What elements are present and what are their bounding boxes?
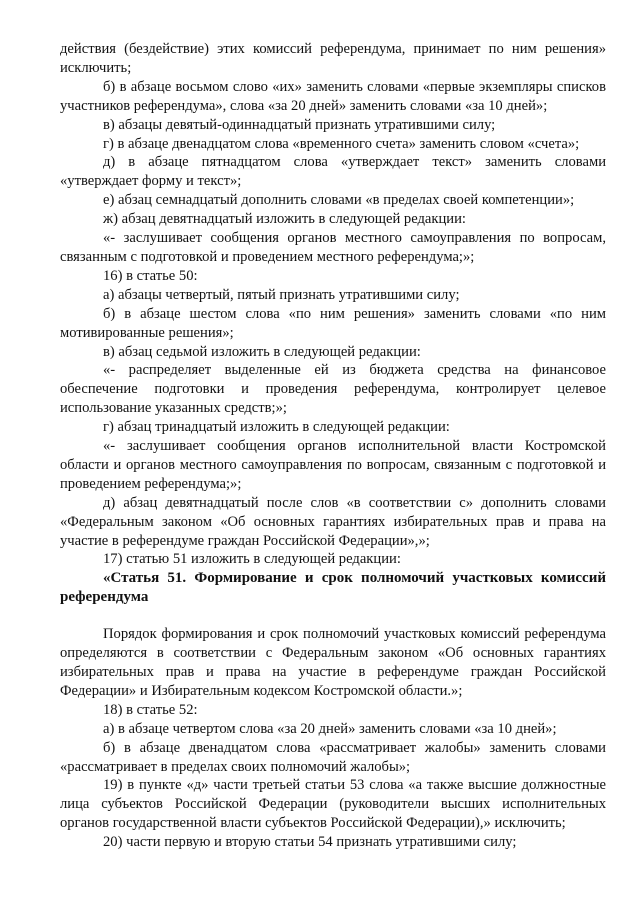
- document-page: [60, 40, 606, 880]
- paragraph: б) в абзаце двенадцатом слова «рассматривает жалобы» заменить словами «рассматривает в пределах своих полномочий жалобы»;: [60, 739, 606, 775]
- paragraph: а) абзацы четвертый, пятый признать утратившими силу;: [103, 286, 460, 303]
- paragraph: е) абзац семнадцатый дополнить словами «в пределах своей компетенции»;: [103, 192, 575, 209]
- spacer: [60, 607, 606, 625]
- paragraph: д) в абзаце пятнадцатом слова «утверждает текст» заменить словами «утверждает форму и текст»;: [60, 154, 606, 190]
- paragraph: «- распределяет выделенные ей из бюджета средства на финансовое обеспечение подготовки и проведения референдума, контролирует целевое использование указанных средств;»;: [60, 362, 606, 417]
- paragraph: действия (бездействие) этих комиссий референдума, принимает по ним решения» исключить;: [60, 41, 606, 76]
- paragraph: б) в абзаце восьмом слово «их» заменить словами «первые экземпляры списков участников референдума», слова «за 20 дней» заменить словами «за 10 дней»;: [60, 78, 606, 114]
- paragraph: 18) в статье 52:: [103, 701, 198, 718]
- paragraph: а) в абзаце четвертом слова «за 20 дней» заменить словами «за 10 дней»;: [103, 720, 557, 737]
- paragraph: г) абзац тринадцатый изложить в следующей редакции:: [103, 419, 450, 436]
- paragraph: в) абзацы девятый-одиннадцатый признать утратившими силу;: [103, 116, 496, 133]
- article-heading: «Статья 51. Формирование и срок полномочий участковых комиссий референдума: [60, 570, 606, 606]
- paragraph: 16) в статье 50:: [103, 267, 198, 284]
- paragraph: Порядок формирования и срок полномочий участковых комиссий референдума определяются в соответствии с Федеральным законом «Об основных гарантиях избирательных прав и права на участие в референдуме граждан Российской Федерации» и Избирательным кодексом Костромской области.»;: [60, 626, 606, 699]
- paragraph: «- заслушивает сообщения органов местного самоуправления по вопросам, связанным с подготовкой и проведением местного референдума;»;: [60, 230, 606, 265]
- paragraph: «- заслушивает сообщения органов исполнительной власти Костромской области и органов местного самоуправления по вопросам, связанным с подготовкой и проведением референдума;»;: [60, 438, 606, 492]
- paragraph: 19) в пункте «д» части третьей статьи 53 слова «а также высшие должностные лица субъектов Российской Федерации (руководители высших исполнительных органов государственной власти субъектов Российской Федерации),» исключить;: [60, 777, 606, 832]
- paragraph: б) в абзаце шестом слова «по ним решения» заменить словами «по ним мотивированные решения»;: [60, 305, 606, 341]
- paragraph: 20) части первую и вторую статьи 54 признать утратившими силу;: [103, 834, 517, 851]
- paragraph: д) абзац девятнадцатый после слов «в соответствии с» дополнить словами «Федеральным законом «Об основных гарантиях избирательных прав и права на участие в референдуме граждан Российской Федерации»,»;: [60, 494, 606, 549]
- paragraph: ж) абзац девятнадцатый изложить в следующей редакции:: [103, 211, 466, 228]
- paragraph: г) в абзаце двенадцатом слова «временного счета» заменить словом «счета»;: [103, 135, 580, 152]
- paragraph: 17) статью 51 изложить в следующей редакции:: [103, 551, 401, 568]
- paragraph: в) абзац седьмой изложить в следующей редакции:: [103, 343, 421, 360]
